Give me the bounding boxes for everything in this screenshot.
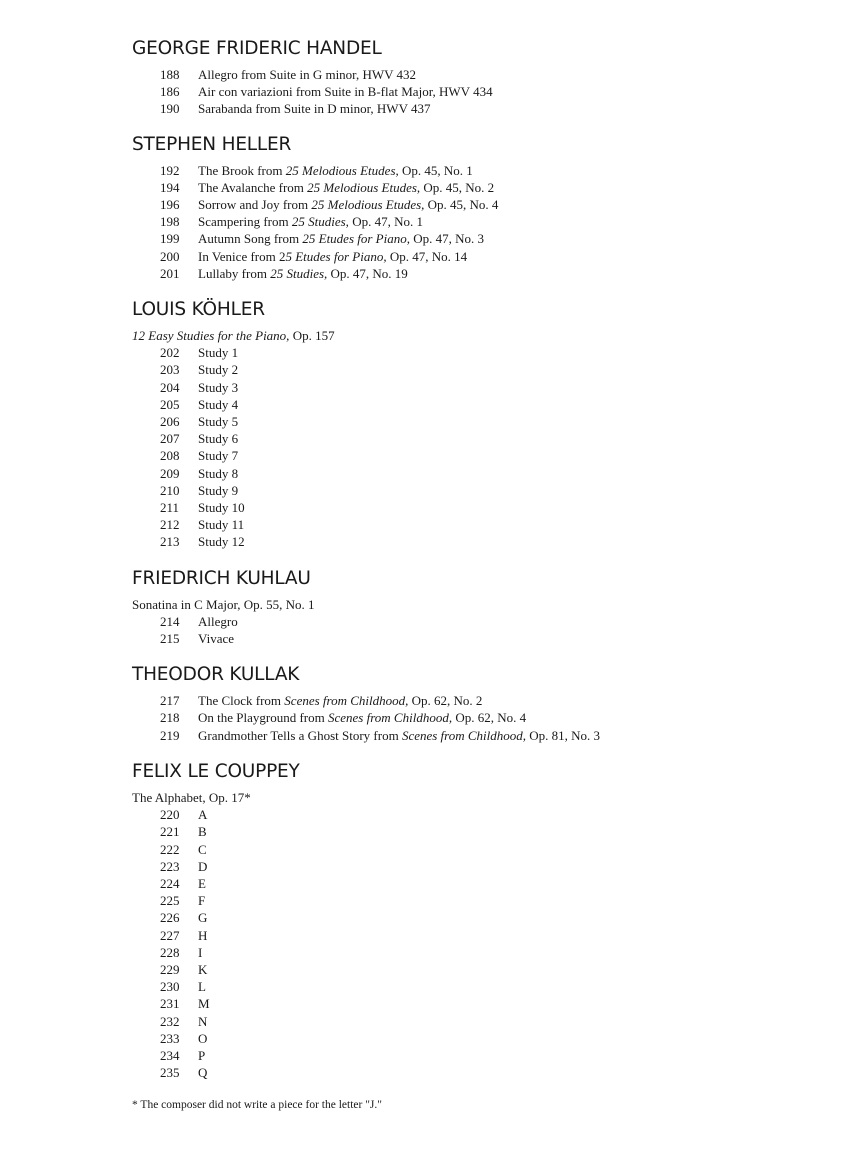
- piece-title: [198, 909, 207, 926]
- title-text: G: [198, 910, 208, 926]
- title-text: Grandmother Tells a Ghost Story from: [198, 727, 402, 743]
- piece-title: [198, 892, 205, 909]
- title-text: Study 11: [198, 517, 245, 533]
- section-felix-le-couppey: [132, 761, 832, 1081]
- list-item: [132, 396, 832, 413]
- title-text: Study 9: [198, 482, 239, 498]
- collection-subtitle: [132, 596, 832, 613]
- section-stephen-heller: [132, 134, 832, 282]
- page-number: 221: [160, 824, 180, 840]
- page-number: 192: [160, 162, 180, 178]
- title-text: L: [198, 979, 206, 995]
- title-text: Op. 47, No. 1: [348, 214, 423, 230]
- list-item: [132, 692, 832, 709]
- list-item: [132, 447, 832, 464]
- piece-title: [198, 179, 494, 196]
- title-text: C: [198, 841, 207, 857]
- page-number: 234: [160, 1047, 180, 1063]
- piece-title: [198, 516, 244, 533]
- list-item: [132, 944, 832, 961]
- list-item: [132, 727, 832, 744]
- title-text: Scampering from: [198, 214, 292, 230]
- piece-title: [198, 1047, 205, 1064]
- list-item: [132, 196, 832, 213]
- list-item: [132, 927, 832, 944]
- italic-title-text: 25 Studies,: [270, 265, 328, 281]
- list-item: [132, 179, 832, 196]
- page-number: 205: [160, 396, 180, 412]
- list-item: [132, 613, 832, 630]
- page-number: 202: [160, 345, 180, 361]
- italic-title-text: Scenes from Childhood,: [327, 710, 453, 726]
- title-text: Vivace: [198, 631, 235, 647]
- list-item: [132, 995, 832, 1012]
- piece-title: [198, 630, 234, 647]
- page-number: 207: [160, 431, 180, 447]
- title-text: Study 5: [198, 414, 239, 430]
- list-item: [132, 1064, 832, 1081]
- list-item: [132, 213, 832, 230]
- entry-list: [132, 162, 832, 282]
- title-text: Op. 45, No. 4: [424, 197, 499, 213]
- title-text: The Alphabet, Op. 17*: [132, 789, 251, 805]
- page-number: 233: [160, 1030, 180, 1046]
- title-text: Lullaby from: [198, 265, 271, 281]
- title-text: The Clock from: [198, 693, 285, 709]
- page-number: 231: [160, 996, 180, 1012]
- title-text: Study 3: [198, 379, 239, 395]
- list-item: [132, 100, 832, 117]
- title-text: On the Playground from: [198, 710, 328, 726]
- list-item: [132, 909, 832, 926]
- title-text: Study 6: [198, 431, 239, 447]
- composer-heading: STEPHEN HELLER: [132, 133, 292, 155]
- piece-title: [198, 344, 238, 361]
- piece-title: [198, 447, 238, 464]
- page-number: 208: [160, 448, 180, 464]
- entry-list: [132, 344, 832, 550]
- title-text: M: [198, 996, 210, 1012]
- list-item: [132, 858, 832, 875]
- piece-title: [198, 213, 423, 230]
- composer-sections: [132, 38, 832, 1081]
- piece-title: [198, 465, 238, 482]
- list-item: [132, 892, 832, 909]
- title-text: F: [198, 893, 206, 909]
- list-item: [132, 379, 832, 396]
- piece-title: [198, 858, 207, 875]
- page-number: 204: [160, 379, 180, 395]
- piece-title: [198, 100, 430, 117]
- page-number: 200: [160, 248, 180, 264]
- title-text: Study 8: [198, 465, 239, 481]
- page-number: 194: [160, 179, 180, 195]
- piece-title: [198, 806, 207, 823]
- composer-heading: LOUIS KÖHLER: [132, 299, 265, 321]
- list-item: [132, 841, 832, 858]
- page-number: 235: [160, 1065, 180, 1081]
- piece-title: [198, 361, 238, 378]
- list-item: [132, 961, 832, 978]
- page-number: 214: [160, 613, 180, 629]
- page-number: 230: [160, 979, 180, 995]
- piece-title: [198, 823, 207, 840]
- title-text: Sonatina in C Major, Op. 55, No. 1: [132, 596, 315, 612]
- piece-title: [198, 533, 245, 550]
- italic-title-text: 12 Easy Studies for the Piano,: [132, 328, 290, 344]
- piece-title: [198, 1030, 207, 1047]
- section-theodor-kullak: [132, 664, 832, 744]
- page-number: 198: [160, 214, 180, 230]
- list-item: [132, 83, 832, 100]
- page-number: 217: [160, 693, 180, 709]
- title-text: Study 1: [198, 345, 239, 361]
- piece-title: [198, 83, 493, 100]
- page-number: 213: [160, 534, 180, 550]
- page-number: 215: [160, 631, 180, 647]
- title-text: A: [198, 807, 208, 823]
- list-item: [132, 516, 832, 533]
- page-number: 210: [160, 482, 180, 498]
- entry-list: [132, 692, 832, 744]
- list-item: [132, 499, 832, 516]
- piece-title: [198, 961, 207, 978]
- composer-heading: THEODOR KULLAK: [132, 664, 300, 686]
- contents-page: [132, 38, 832, 1113]
- title-text: Op. 62, No. 4: [452, 710, 527, 726]
- page-number: 196: [160, 197, 180, 213]
- title-text: Op. 157: [289, 328, 335, 344]
- list-item: [132, 430, 832, 447]
- piece-title: [198, 230, 484, 247]
- title-text: In Venice from 2: [198, 248, 286, 264]
- page-number: 224: [160, 875, 180, 891]
- title-text: Op. 47, No. 14: [386, 248, 468, 264]
- italic-title-text: 25 Melodious Etudes,: [311, 197, 425, 213]
- page-number: 203: [160, 362, 180, 378]
- page-number: 201: [160, 265, 180, 281]
- title-text: H: [198, 927, 208, 943]
- list-item: [132, 162, 832, 179]
- piece-title: [198, 482, 238, 499]
- title-text: N: [198, 1013, 208, 1029]
- page-number: 190: [160, 101, 180, 117]
- section-louis-kohler: [132, 299, 832, 551]
- list-item: [132, 630, 832, 647]
- piece-title: [198, 1064, 207, 1081]
- title-text: The Avalanche from: [198, 179, 308, 195]
- piece-title: [198, 430, 238, 447]
- page-number: 227: [160, 927, 180, 943]
- title-text: Op. 45, No. 2: [420, 179, 495, 195]
- title-text: Study 4: [198, 396, 239, 412]
- title-text: D: [198, 858, 208, 874]
- page-number: 218: [160, 710, 180, 726]
- section-george-frideric-handel: [132, 38, 832, 118]
- title-text: Q: [198, 1065, 208, 1081]
- title-text: Op. 81, No. 3: [526, 727, 601, 743]
- title-text: Op. 45, No. 1: [398, 162, 473, 178]
- italic-title-text: 25 Melodious Etudes,: [285, 162, 399, 178]
- piece-title: [198, 709, 526, 726]
- list-item: [132, 1013, 832, 1030]
- collection-subtitle: [132, 327, 832, 344]
- title-text: Study 12: [198, 534, 245, 550]
- italic-title-text: 5 Etudes for Piano,: [285, 248, 387, 264]
- piece-title: [198, 944, 202, 961]
- title-text: O: [198, 1030, 208, 1046]
- list-item: [132, 66, 832, 83]
- piece-title: [198, 248, 467, 265]
- page-number: 232: [160, 1013, 180, 1029]
- list-item: [132, 482, 832, 499]
- page-number: 226: [160, 910, 180, 926]
- list-item: [132, 465, 832, 482]
- piece-title: [198, 727, 600, 744]
- page-number: 225: [160, 893, 180, 909]
- title-text: Op. 47, No. 3: [409, 231, 485, 247]
- piece-title: [198, 875, 206, 892]
- piece-title: [198, 396, 238, 413]
- italic-title-text: Scenes from Childhood,: [401, 727, 527, 743]
- page-number: 229: [160, 961, 180, 977]
- list-item: [132, 248, 832, 265]
- list-item: [132, 344, 832, 361]
- italic-title-text: 25 Etudes for Piano,: [302, 231, 410, 247]
- piece-title: [198, 692, 482, 709]
- page-number: 211: [160, 500, 180, 516]
- title-text: E: [198, 875, 206, 891]
- italic-title-text: 25 Studies,: [291, 214, 349, 230]
- entry-list: [132, 613, 832, 647]
- list-item: [132, 1030, 832, 1047]
- list-item: [132, 361, 832, 378]
- page-number: 220: [160, 807, 180, 823]
- composer-heading: FELIX LE COUPPEY: [132, 760, 300, 782]
- title-text: I: [198, 944, 203, 960]
- title-text: B: [198, 824, 207, 840]
- piece-title: [198, 162, 473, 179]
- title-text: Sarabanda from Suite in D minor, HWV 437: [198, 101, 431, 117]
- page-number: 186: [160, 84, 180, 100]
- piece-title: [198, 927, 207, 944]
- piece-title: [198, 413, 238, 430]
- page-number: 199: [160, 231, 180, 247]
- title-text: Op. 62, No. 2: [408, 693, 483, 709]
- title-text: Air con variazioni from Suite in B-flat Major, HWV 434: [198, 84, 493, 100]
- title-text: P: [198, 1047, 206, 1063]
- page-number: 212: [160, 517, 180, 533]
- composer-heading: FRIEDRICH KUHLAU: [132, 567, 311, 589]
- page-number: 219: [160, 727, 180, 743]
- list-item: [132, 709, 832, 726]
- piece-title: [198, 1013, 207, 1030]
- page-number: 188: [160, 67, 180, 82]
- title-text: Op. 47, No. 19: [327, 265, 408, 281]
- list-item: [132, 1047, 832, 1064]
- list-item: [132, 533, 832, 550]
- piece-title: [198, 995, 210, 1012]
- page-number: 228: [160, 944, 180, 960]
- title-text: The Brook from: [198, 162, 286, 178]
- title-text: Study 2: [198, 362, 239, 378]
- page-number: 223: [160, 858, 180, 874]
- title-text: Sorrow and Joy from: [198, 197, 312, 213]
- piece-title: [198, 196, 498, 213]
- page-number: 206: [160, 414, 180, 430]
- composer-heading: GEORGE FRIDERIC HANDEL: [132, 38, 382, 59]
- entry-list: [132, 806, 832, 1081]
- list-item: [132, 978, 832, 995]
- title-text: Allegro from Suite in G minor, HWV 432: [198, 67, 417, 82]
- title-text: K: [198, 961, 208, 977]
- collection-subtitle: [132, 789, 832, 806]
- page-number: 209: [160, 465, 180, 481]
- list-item: [132, 823, 832, 840]
- piece-title: [198, 613, 238, 630]
- title-text: Allegro: [198, 613, 238, 629]
- piece-title: [198, 66, 416, 83]
- italic-title-text: 25 Melodious Etudes,: [307, 179, 421, 195]
- list-item: [132, 265, 832, 282]
- piece-title: [198, 499, 245, 516]
- list-item: [132, 875, 832, 892]
- section-friedrich-kuhlau: [132, 568, 832, 648]
- piece-title: [198, 841, 207, 858]
- list-item: [132, 413, 832, 430]
- piece-title: [198, 978, 206, 995]
- entry-list: [132, 66, 832, 118]
- title-text: Study 10: [198, 500, 245, 516]
- title-text: Autumn Song from: [198, 231, 303, 247]
- list-item: [132, 806, 832, 823]
- piece-title: [198, 265, 408, 282]
- piece-title: [198, 379, 238, 396]
- page-number: 222: [160, 841, 180, 857]
- italic-title-text: Scenes from Childhood,: [284, 693, 409, 709]
- footnote: * The composer did not write a piece for the letter "J.": [132, 1099, 382, 1112]
- title-text: Study 7: [198, 448, 239, 464]
- list-item: [132, 230, 832, 247]
